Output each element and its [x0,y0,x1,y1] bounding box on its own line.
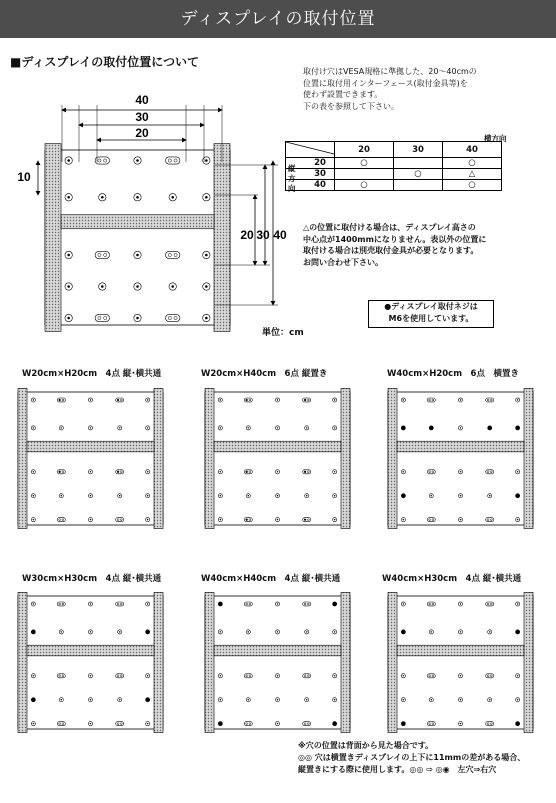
footer-line: ※穴の位置は背面から見た場合です。 [298,741,434,750]
right-post [341,388,350,528]
left-post [388,592,397,732]
hole-center [33,723,34,724]
hole-center [277,399,278,400]
hole-center [90,723,91,724]
hole-center [248,631,249,632]
mount-hole [401,426,405,430]
table-cell: ○ [335,180,394,191]
hole-center [33,495,34,496]
right-post [341,592,350,732]
right-post [524,592,533,732]
slot-hole [427,602,435,606]
hole-center [460,675,461,676]
mount-hole [146,698,150,702]
hole-center [119,495,120,496]
slot-hole [116,722,124,726]
hole-center [90,699,91,700]
hole-center [90,603,91,604]
description-line: 下の表を参照して下さい。 [303,101,399,111]
slot-hole [116,470,124,474]
hole-center [277,519,278,520]
hole-center [334,699,335,700]
slot-hole [57,398,65,402]
hole-center [147,603,148,604]
hole-center [220,471,221,472]
config-title: W40cm×H40cm 4点 縦･横共通 [201,574,341,584]
hole-center [220,399,221,400]
hole-center [33,399,34,400]
mount-hole [146,630,150,634]
hole-center [277,631,278,632]
hole-center [220,675,221,676]
screw-line: M6を使用しています。 [388,314,474,323]
mount-hole [401,630,405,634]
table-row-label: 20 [286,158,335,169]
mount-hole [516,494,520,498]
dim-v_30-label: 30 [256,228,270,242]
config-title: W40cm×H20cm 6点 横置き [387,369,519,379]
section-title: ■ディスプレイの取付位置について [10,55,200,69]
slot-hole [57,470,65,474]
hole-center [147,427,148,428]
display-panel [388,596,533,729]
hole-center [460,699,461,700]
mount-hole [31,698,35,702]
table-cell: ○ [394,169,443,180]
left-post [18,388,27,528]
table-cell: ○ [443,158,502,169]
table-header-cell: 40 [443,142,502,158]
slot-hole [244,398,252,402]
table-cell: △ [443,169,502,180]
slot-hole [244,722,252,726]
hole-center [90,399,91,400]
hole-dot [246,399,248,401]
dim-v_40-label: 40 [273,228,287,242]
hole-center [460,427,461,428]
display-panel [388,392,533,525]
slot-hole [486,602,494,606]
hole-center [147,399,148,400]
table-row-label: 30 [286,169,335,180]
unit-label: 単位：cm [262,328,304,338]
slot-hole [116,518,124,522]
hole-center [489,699,490,700]
hole-center [517,399,518,400]
config-title: W30cm×H30cm 4点 縦･横共通 [22,574,162,584]
hole-center [248,495,249,496]
hole-center [33,519,34,520]
mount-hole [516,722,520,726]
hole-center [277,603,278,604]
hole-center [119,631,120,632]
hole-center [489,631,490,632]
hole-center [119,427,120,428]
description-line: 使わず設置できます。 [303,90,383,99]
display-panel [205,392,350,525]
hole-center [61,631,62,632]
hole-center [431,495,432,496]
hole-center [403,675,404,676]
slot-hole [303,398,311,402]
hole-center [517,675,518,676]
mount-hole [218,602,222,606]
hole-center [90,427,91,428]
dim-v_20-label: 20 [240,228,254,242]
dim-30-label: 30 [135,110,149,124]
hole-dot [304,399,306,401]
hole-center [517,699,518,700]
hole-center [90,471,91,472]
note-line: お問い合わせ下さい。 [303,257,383,267]
slot-hole [303,518,311,522]
cross-beam [27,645,154,656]
hole-center [119,699,120,700]
hole-center [277,675,278,676]
dim-40-label: 40 [135,93,149,107]
slot-hole [244,674,252,678]
slot-hole [486,470,494,474]
note-line: 中心点が1400mmになりません。表以外の位置に [303,234,487,244]
mount-hole [401,722,405,726]
note-line: 取付ける場合は別売取付金具が必要となります。 [303,246,479,255]
hole-center [90,675,91,676]
slot-hole [244,518,252,522]
hole-center [220,427,221,428]
hole-center [33,603,34,604]
hole-center [403,519,404,520]
footer-notes [298,740,554,776]
hole-dot [246,519,248,521]
slot-hole [486,722,494,726]
slot-hole [486,518,494,522]
left-post [205,592,214,732]
cross-beam [214,441,341,452]
note-line: △の位置に取付ける場合は、ディスプレイ高さの [303,223,476,232]
hole-center [220,519,221,520]
right-post [154,388,163,528]
slot-hole [57,602,65,606]
page-title: ディスプレイの取付位置 [180,9,376,29]
hole-center [220,495,221,496]
mount-hole [429,426,433,430]
table-cell: ○ [335,158,394,169]
cross-beam [397,645,524,656]
slot-hole [486,398,494,402]
mount-hole [401,494,405,498]
slot-hole [486,674,494,678]
hole-dot [59,471,61,473]
hole-center [334,471,335,472]
hole-center [460,471,461,472]
slot-hole [427,674,435,678]
display-panel [18,596,163,729]
hole-center [403,471,404,472]
config-title: W20cm×H40cm 6点 縦置き [201,369,328,379]
slot-hole [244,470,252,474]
hole-center [33,675,34,676]
right-post [154,592,163,732]
table-header-cell: 20 [335,142,394,158]
slot-hole [244,602,252,606]
hole-center [147,723,148,724]
hole-center [277,427,278,428]
mount-hole [333,722,337,726]
hole-center [334,399,335,400]
slot-hole [116,674,124,678]
hole-center [517,519,518,520]
hole-center [33,471,34,472]
hole-dot [117,399,119,401]
hole-center [460,631,461,632]
right-post [524,388,533,528]
dim-20-label: 20 [135,126,149,140]
hole-center [334,495,335,496]
left-post [205,388,214,528]
hole-dot [304,471,306,473]
slot-hole [427,722,435,726]
hole-center [277,699,278,700]
table-tate-label: 縦方向 [288,164,296,193]
hole-dot [246,471,248,473]
dim-10-label: 10 [17,170,31,184]
footer-line: ◎◎ 穴は横置きディスプレイの上下に11mmの差がある場合、 [298,753,526,762]
hole-center [220,631,221,632]
hole-center [334,427,335,428]
hole-center [403,399,404,400]
slot-hole [57,674,65,678]
hole-center [90,631,91,632]
hole-center [460,603,461,604]
slot-hole [116,398,124,402]
hole-center [306,631,307,632]
mount-hole [31,630,35,634]
hole-dot [117,471,119,473]
mount-hole [516,426,520,430]
table-yoko-label: 横方向 [484,134,507,143]
description-line: 位置に取付用インターフェース(取付金具等)を [303,78,468,88]
slot-hole [57,518,65,522]
hole-center [90,519,91,520]
hole-center [403,699,404,700]
mount-hole [218,722,222,726]
hole-center [61,699,62,700]
config-title: W40cm×H30cm 4点 縦･横共通 [382,574,522,584]
table-header-cell: 30 [394,142,443,158]
hole-center [306,427,307,428]
slot-hole [303,470,311,474]
display-panel [205,596,350,729]
description-line: 取付け穴はVESA規格に準拠した、20～40cmの [303,67,477,76]
slot-hole [427,518,435,522]
slot-hole [427,398,435,402]
hole-center [306,495,307,496]
hole-center [147,495,148,496]
hole-center [277,723,278,724]
display-panel [18,392,163,525]
hole-center [431,699,432,700]
hole-center [517,471,518,472]
hole-center [277,495,278,496]
left-post [18,592,27,732]
hole-dot [304,519,306,521]
footer-line: 縦置きにする際に使用します。◎◎ ⇨ ◎◉ 左穴⇒右穴 [298,765,497,774]
cross-beam [214,645,341,656]
hole-center [147,519,148,520]
hole-center [517,603,518,604]
hole-center [277,471,278,472]
hole-center [460,495,461,496]
table-cell: ○ [443,180,502,191]
hole-dot [59,399,61,401]
cross-beam [397,441,524,452]
table-row-label: 40 [286,180,335,191]
slot-hole [427,470,435,474]
hole-center [33,427,34,428]
slot-hole [116,602,124,606]
hole-center [61,427,62,428]
hole-center [147,471,148,472]
hole-center [90,495,91,496]
screw-line: ●ディスプレイ取付ネジは [384,302,478,311]
hole-center [61,495,62,496]
hole-center [431,631,432,632]
hole-center [248,699,249,700]
mount-hole [516,630,520,634]
hole-center [334,631,335,632]
hole-center [403,603,404,604]
mount-hole [333,602,337,606]
hole-center [306,699,307,700]
slot-hole [303,722,311,726]
left-post [388,388,397,528]
hole-center [489,495,490,496]
mount-hole [488,426,492,430]
hole-center [334,519,335,520]
hole-center [147,675,148,676]
hole-center [334,675,335,676]
hole-center [460,519,461,520]
cross-beam [27,441,154,452]
config-title: W20cm×H20cm 4点 縦･横共通 [22,369,162,379]
hole-center [460,399,461,400]
hole-center [220,699,221,700]
slot-hole [57,722,65,726]
slot-hole [303,674,311,678]
hole-center [248,427,249,428]
hole-center [460,723,461,724]
slot-hole [303,602,311,606]
